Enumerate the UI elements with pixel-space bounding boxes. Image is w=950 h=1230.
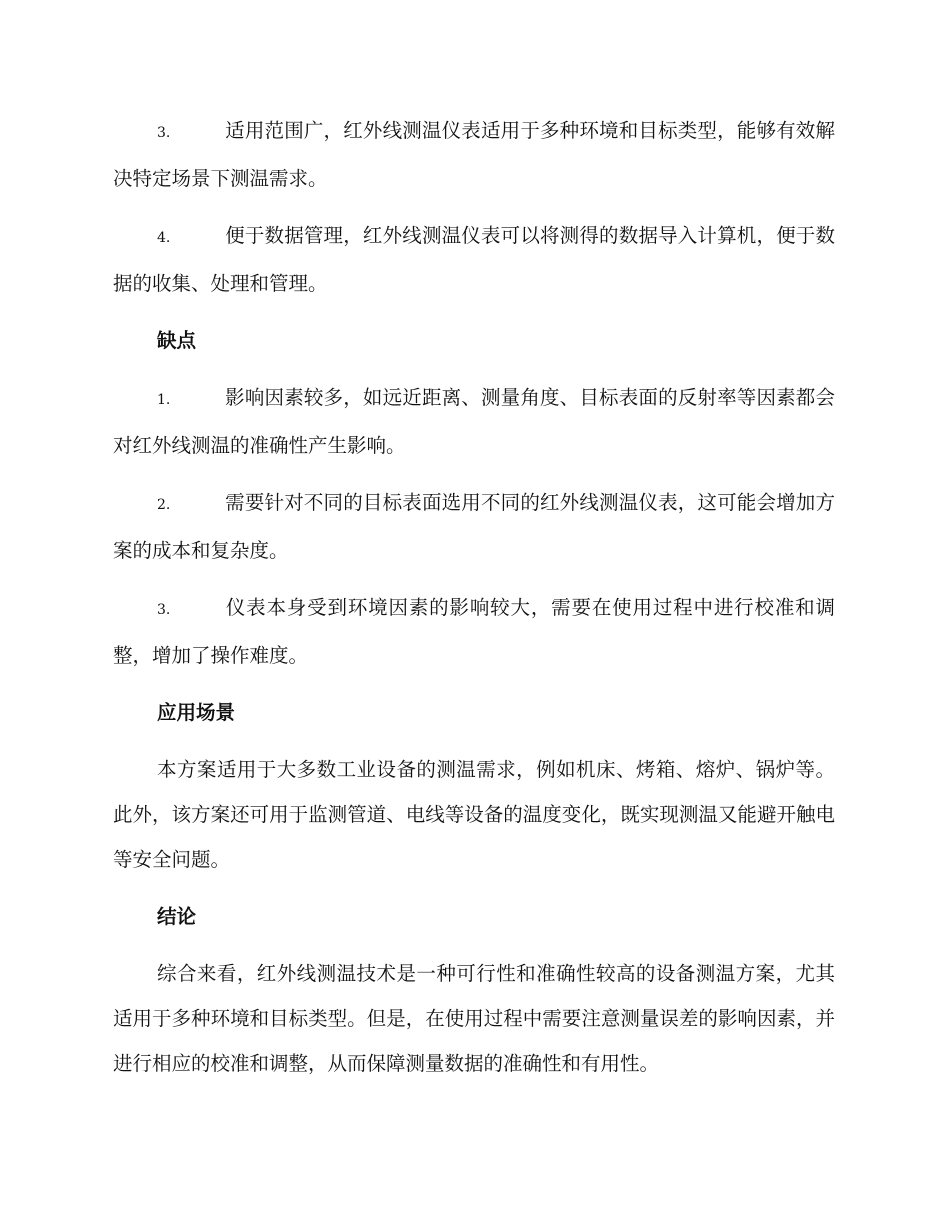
list-item [113, 480, 835, 573]
list-item-number: 1. [157, 392, 171, 408]
list-item-number: 4. [157, 230, 171, 246]
list-item-text: 需要针对不同的目标表面选用不同的红外线测温仪表，这可能会增加方案的成本和复杂度。 [113, 491, 835, 562]
list-item-number: 3. [157, 602, 171, 618]
list-item-text: 仪表本身受到环境因素的影响较大，需要在使用过程中进行校准和调整，增加了操作难度。 [113, 596, 835, 667]
applications-paragraph: 本方案适用于大多数工业设备的测温需求，例如机床、烤箱、熔炉、锅炉等。此外，该方案还可用于监测管道、电线等设备的温度变化，既实现测温又能避开触电等安全问题。 [113, 758, 835, 871]
list-item-text: 便于数据管理，红外线测温仪表可以将测得的数据导入计算机，便于数据的收集、处理和管理。 [113, 224, 835, 295]
list-item-number: 2. [157, 497, 171, 513]
section-heading-conclusion: 结论 [157, 905, 197, 928]
section-heading-disadvantages: 缺点 [157, 329, 197, 352]
section-heading-applications: 应用场景 [157, 701, 236, 724]
list-item-number: 3. [157, 125, 171, 141]
list-item [113, 585, 835, 678]
list-item-text: 影响因素较多，如远近距离、测量角度、目标表面的反射率等因素都会对红外线测温的准确性产生影响。 [113, 386, 835, 457]
list-item-text: 适用范围广，红外线测温仪表适用于多种环境和目标类型，能够有效解决特定场景下测温需求。 [113, 119, 835, 190]
list-item [113, 375, 835, 468]
conclusion-paragraph: 综合来看，红外线测温技术是一种可行性和准确性较高的设备测温方案，尤其适用于多种环境和目标类型。但是，在使用过程中需要注意测量误差的影响因素，并进行相应的校准和调整，从而保障测量数据的准确性和有用性。 [113, 962, 835, 1075]
list-item [113, 108, 835, 201]
document-content [113, 108, 835, 1098]
list-item [113, 213, 835, 306]
